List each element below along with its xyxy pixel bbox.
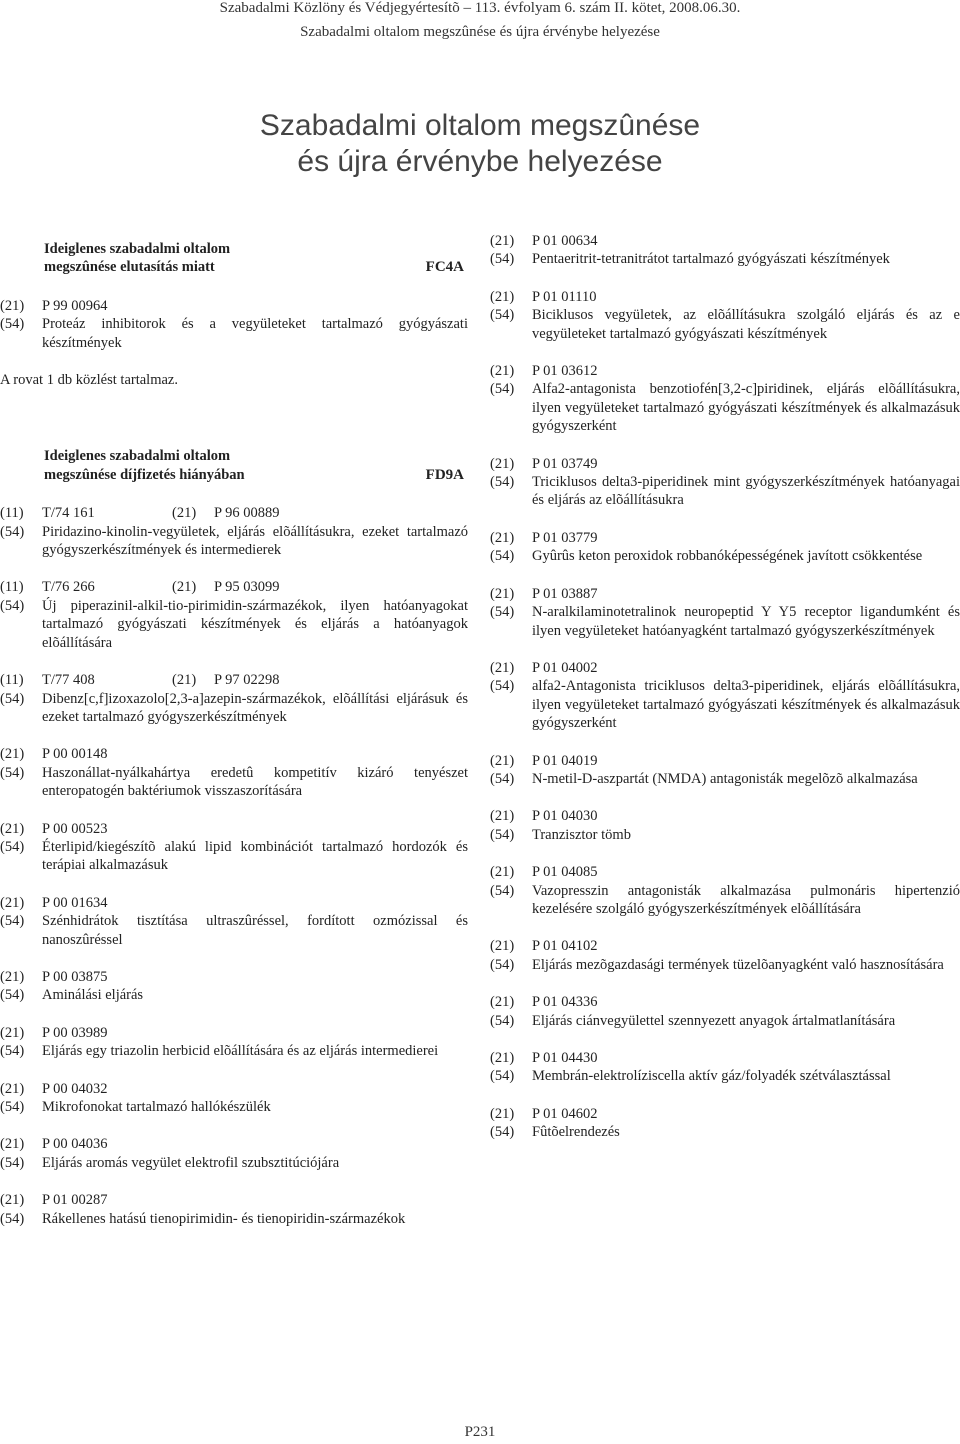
inid-code-54: (54) xyxy=(490,1068,515,1085)
publication-number: T/77 408 xyxy=(42,672,95,689)
inid-code-21: (21) xyxy=(0,1136,25,1153)
application-number: P 01 03749 xyxy=(532,455,598,472)
title-row xyxy=(490,1012,960,1030)
application-row xyxy=(490,362,960,380)
patent-entry xyxy=(490,752,960,789)
inid-code-21: (21) xyxy=(172,672,197,689)
application-row xyxy=(490,455,960,473)
application-number: P 01 03779 xyxy=(532,529,598,546)
section-count-note: A rovat 1 db közlést tartalmaz. xyxy=(0,372,178,389)
inid-code-54: (54) xyxy=(0,838,25,855)
title-row xyxy=(490,1067,960,1085)
application-row xyxy=(0,297,468,315)
application-row xyxy=(490,288,960,306)
page-number: P231 xyxy=(464,1424,496,1440)
title-row xyxy=(0,838,468,875)
patent-entry xyxy=(0,504,468,559)
inid-code-54: (54) xyxy=(490,604,515,621)
inid-code-54: (54) xyxy=(0,913,25,930)
page-title-line1: Szabadalmi oltalom megszûnése xyxy=(259,109,701,142)
invention-title: Triciklusos delta3-piperidinek mint gyógyszerkészítmények hatóanyagai és eljárás az elõállításukra xyxy=(532,474,960,509)
title-row xyxy=(490,306,960,343)
inid-code-21: (21) xyxy=(490,659,515,676)
section-title-line2: megszûnése elutasítás miatt xyxy=(44,259,215,276)
inid-code-54: (54) xyxy=(0,1099,25,1115)
fc4a-entry-list xyxy=(0,297,468,352)
inid-code-54: (54) xyxy=(0,523,25,540)
application-row xyxy=(490,937,960,955)
inid-code-21: (21) xyxy=(172,579,197,596)
application-number: P 00 03989 xyxy=(42,1024,108,1041)
inid-code-21: (21) xyxy=(490,808,515,825)
application-number: P 01 04336 xyxy=(532,994,598,1011)
title-row xyxy=(0,1042,468,1060)
patent-entry xyxy=(490,362,960,436)
page-title xyxy=(0,108,960,180)
publication-row xyxy=(0,671,468,689)
title-row xyxy=(0,912,468,949)
inid-code-54: (54) xyxy=(490,882,515,899)
title-row xyxy=(0,764,468,801)
patent-entry xyxy=(490,288,960,343)
inid-code-21: (21) xyxy=(0,297,25,314)
patent-entry xyxy=(490,937,960,974)
inid-code-21: (21) xyxy=(490,233,515,249)
invention-title: Pentaeritrit-tetranitrátot tartalmazó gyógyászati készítmények xyxy=(532,251,890,268)
title-row xyxy=(0,315,468,352)
patent-entry xyxy=(490,455,960,510)
section-code: FC4A xyxy=(425,259,464,276)
patent-entry xyxy=(0,745,468,800)
application-number: P 00 04032 xyxy=(42,1080,108,1097)
invention-title: Fûtõelrendezés xyxy=(532,1124,620,1141)
section-heading-fc4a xyxy=(0,240,468,277)
application-number: P 00 03875 xyxy=(42,968,108,985)
application-number: P 01 04430 xyxy=(532,1050,598,1066)
patent-entry xyxy=(0,1080,468,1117)
inid-code-54: (54) xyxy=(490,474,515,491)
invention-title: Mikrofonokat tartalmazó hallókészülék xyxy=(42,1099,271,1115)
patent-entry xyxy=(0,671,468,726)
inid-code-21: (21) xyxy=(490,288,515,305)
patent-entry xyxy=(490,529,960,566)
patent-entry xyxy=(0,894,468,949)
inid-code-54: (54) xyxy=(490,770,515,787)
inid-code-54: (54) xyxy=(0,597,25,614)
application-number: P 01 00287 xyxy=(42,1192,108,1209)
inid-code-54: (54) xyxy=(0,1154,25,1171)
application-row xyxy=(490,585,960,603)
inid-code-54: (54) xyxy=(490,381,515,398)
inid-code-21: (21) xyxy=(490,864,515,881)
title-row xyxy=(490,603,960,640)
inid-code-21: (21) xyxy=(490,363,515,380)
application-number: P 00 01634 xyxy=(42,894,108,911)
invention-title: Piridazino-kinolin-vegyületek, eljárás elõállításukra, ezeket tartalmazó gyógyszerkészítmények és intermedierek xyxy=(42,523,468,559)
inid-code-21: (21) xyxy=(490,529,515,546)
application-row xyxy=(0,1191,468,1209)
inid-code-54: (54) xyxy=(490,826,515,843)
application-number: P 00 00523 xyxy=(42,820,108,837)
application-row xyxy=(490,1105,960,1123)
patent-entry xyxy=(490,1105,960,1142)
inid-code-54: (54) xyxy=(0,764,25,781)
inid-code-54: (54) xyxy=(490,251,515,268)
application-number: P 01 03887 xyxy=(532,585,598,602)
inid-code-21: (21) xyxy=(0,1080,25,1097)
title-row xyxy=(490,250,960,268)
invention-title: Alfa2-antagonista benzotiofén[3,2-c]piridinek, eljárás elõállításukra, ilyen vegyületeket tartalmazó gyógyászati készítmények és alkalmazásuk gyógyszerként xyxy=(532,381,960,435)
inid-code-11: (11) xyxy=(0,505,24,522)
invention-title: Aminálási eljárás xyxy=(42,987,144,1004)
inid-code-54: (54) xyxy=(490,307,515,324)
publication-number: T/74 161 xyxy=(42,505,95,522)
title-row xyxy=(0,597,468,652)
patent-entry xyxy=(490,1049,960,1086)
page-title-line2: és újra érvénybe helyezése xyxy=(297,145,663,178)
application-row xyxy=(0,745,468,763)
inid-code-11: (11) xyxy=(0,579,24,596)
application-row xyxy=(490,993,960,1011)
section-heading-fd9a xyxy=(0,447,468,484)
inid-code-54: (54) xyxy=(490,1012,515,1029)
title-row xyxy=(490,882,960,919)
application-row xyxy=(0,820,468,838)
inid-code-21: (21) xyxy=(490,1105,515,1122)
left-entry-list xyxy=(0,745,468,1228)
invention-title: Dibenz[c,f]izoxazolo[2,3-a]azepin-származékok, elõállítási eljárásuk és ezeket tartalmazó gyógyszerkészítmények xyxy=(42,690,468,725)
right-column xyxy=(490,232,960,1161)
inid-code-21: (21) xyxy=(172,505,197,522)
fd9a-entry-list xyxy=(0,504,468,726)
application-number: P 95 03099 xyxy=(214,579,280,596)
invention-title: N-metil-D-aszpartát (NMDA) antagonisták megelõzõ alkalmazása xyxy=(532,770,918,787)
application-row xyxy=(490,659,960,677)
invention-title: Szénhidrátok tisztítása ultraszûréssel, fordított ozmózissal és nanoszûréssel xyxy=(42,913,468,948)
invention-title: Membrán-elektrolíziscella aktív gáz/folyadék szétválasztással xyxy=(532,1068,891,1085)
inid-code-21: (21) xyxy=(490,752,515,769)
inid-code-11: (11) xyxy=(0,672,24,689)
inid-code-21: (21) xyxy=(490,994,515,1011)
title-row xyxy=(0,1154,468,1172)
patent-entry xyxy=(0,820,468,875)
title-row xyxy=(490,677,960,732)
right-entry-list xyxy=(490,232,960,1142)
publication-row xyxy=(0,578,468,596)
title-row xyxy=(490,956,960,974)
invention-title: Eljárás ciánvegyülettel szennyezett anyagok ártalmatlanítására xyxy=(532,1012,896,1029)
application-number: P 01 04102 xyxy=(532,938,598,955)
title-row xyxy=(0,986,468,1004)
invention-title: Vazopresszin antagonisták alkalmazása pulmonáris hipertenzió kezelésére szolgáló gyógyszerkészítmények elõállítására xyxy=(532,882,960,917)
application-row xyxy=(0,968,468,986)
title-row xyxy=(490,473,960,510)
invention-title: Biciklusos vegyületek, az elõállításukra szolgáló eljárás és az e vegyületeket tartalmazó gyógyászati készítmények xyxy=(532,307,960,342)
publication-row xyxy=(0,504,468,522)
invention-title: Eljárás aromás vegyület elektrofil szubsztitúciójára xyxy=(42,1154,340,1171)
application-number: P 01 03612 xyxy=(532,363,598,380)
patent-entry xyxy=(0,578,468,652)
inid-code-54: (54) xyxy=(490,956,515,973)
patent-entry xyxy=(490,993,960,1030)
patent-entry xyxy=(490,863,960,918)
inid-code-21: (21) xyxy=(490,1050,515,1066)
invention-title: Éterlipid/kiegészítõ alakú lipid kombinációt tartalmazó hordozók és terápiai alkalmazásuk xyxy=(42,838,468,874)
application-row xyxy=(0,894,468,912)
application-number: P 00 00148 xyxy=(42,746,108,763)
running-header-title: Szabadalmi Közlöny és Védjegyértesítõ – 113. évfolyam 6. szám II. kötet, 2008.06.30. xyxy=(219,0,741,16)
invention-title: Proteáz inhibitorok és a vegyületeket tartalmazó gyógyászati készítmények xyxy=(42,316,468,351)
inid-code-21: (21) xyxy=(0,1192,25,1209)
patent-entry xyxy=(0,1191,468,1228)
invention-title: Eljárás egy triazolin herbicid elõállítására és az eljárás intermedierei xyxy=(42,1043,439,1060)
publication-number: T/76 266 xyxy=(42,579,95,596)
application-row xyxy=(490,232,960,250)
title-row xyxy=(0,1210,468,1228)
application-number: P 96 00889 xyxy=(214,505,280,522)
patent-entry xyxy=(0,297,468,352)
application-row xyxy=(490,807,960,825)
title-row xyxy=(490,770,960,788)
inid-code-54: (54) xyxy=(0,690,25,707)
application-number: P 00 04036 xyxy=(42,1136,108,1153)
application-number: P 97 02298 xyxy=(214,672,280,689)
inid-code-54: (54) xyxy=(0,316,25,333)
left-column xyxy=(0,232,468,1247)
application-number: P 01 04030 xyxy=(532,808,598,825)
title-row xyxy=(490,547,960,565)
application-row xyxy=(490,752,960,770)
invention-title: Új piperazinil-alkil-tio-pirimidin-származékok, ilyen hatóanyagokat tartalmazó gyógyászati készítmények és eljárás a hatóanyagok elõállítására xyxy=(42,597,468,651)
title-row xyxy=(0,1098,468,1116)
application-number: P 01 04085 xyxy=(532,864,598,881)
inid-code-54: (54) xyxy=(0,1043,25,1060)
invention-title: Haszonállat-nyálkahártya eredetû kompetitív kizáró tenyészet enteropatogén baktériumok visszaszorítására xyxy=(42,764,468,800)
inid-code-21: (21) xyxy=(0,746,25,763)
inid-code-21: (21) xyxy=(490,585,515,602)
patent-entry xyxy=(490,585,960,640)
application-number: P 99 00964 xyxy=(42,297,108,314)
inid-code-54: (54) xyxy=(490,1124,515,1141)
application-row xyxy=(490,529,960,547)
section-code: FD9A xyxy=(425,466,464,483)
patent-entry xyxy=(490,659,960,733)
inid-code-21: (21) xyxy=(0,968,25,985)
application-number: P 01 04002 xyxy=(532,659,598,676)
title-row xyxy=(0,523,468,560)
application-row xyxy=(490,863,960,881)
running-header-subtitle: Szabadalmi oltalom megszûnése és újra érvénybe helyezése xyxy=(300,24,660,40)
invention-title: Rákellenes hatású tienopirimidin- és tienopiridin-származékok xyxy=(42,1210,406,1227)
inid-code-54: (54) xyxy=(0,1210,25,1227)
title-row xyxy=(490,826,960,844)
application-row xyxy=(0,1080,468,1098)
title-row xyxy=(490,380,960,435)
invention-title: alfa2-Antagonista triciklusos delta3-piperidinek, eljárás elõállításukra, ilyen vegyületeket tartalmazó gyógyászati készítmények és alkalmazásuk gyógyszerként xyxy=(532,678,960,732)
application-number: P 01 00634 xyxy=(532,233,598,249)
invention-title: Gyûrûs keton peroxidok robbanóképességének javított csökkentése xyxy=(532,548,923,565)
patent-entry xyxy=(490,807,960,844)
application-row xyxy=(490,1049,960,1067)
inid-code-54: (54) xyxy=(0,987,25,1004)
application-row xyxy=(0,1135,468,1153)
inid-code-21: (21) xyxy=(0,1024,25,1041)
invention-title: Eljárás mezõgazdasági termények tüzelõanyagként való hasznosítására xyxy=(532,956,944,973)
inid-code-21: (21) xyxy=(490,938,515,955)
inid-code-54: (54) xyxy=(490,678,515,695)
patent-entry xyxy=(0,1135,468,1172)
title-row xyxy=(0,690,468,727)
application-number: P 01 04019 xyxy=(532,752,598,769)
invention-title: Tranzisztor tömb xyxy=(532,826,631,843)
section-title-line2: megszûnése díjfizetés hiányában xyxy=(44,466,245,483)
application-row xyxy=(0,1024,468,1042)
section-title-line1: Ideiglenes szabadalmi oltalom xyxy=(44,448,231,465)
inid-code-21: (21) xyxy=(490,455,515,472)
patent-entry xyxy=(0,968,468,1005)
inid-code-54: (54) xyxy=(490,548,515,565)
title-row xyxy=(490,1123,960,1141)
patent-entry xyxy=(490,232,960,269)
invention-title: N-aralkilaminotetralinok neuropeptid Y Y5 receptor ligandumként és ilyen vegyületeket hatóanyagként tartalmazó gyógyszerkészítmények xyxy=(532,604,960,639)
inid-code-21: (21) xyxy=(0,894,25,911)
application-number: P 01 01110 xyxy=(532,288,597,305)
inid-code-21: (21) xyxy=(0,820,25,837)
application-number: P 01 04602 xyxy=(532,1105,598,1122)
section-title-line1: Ideiglenes szabadalmi oltalom xyxy=(44,241,231,257)
patent-entry xyxy=(0,1024,468,1061)
